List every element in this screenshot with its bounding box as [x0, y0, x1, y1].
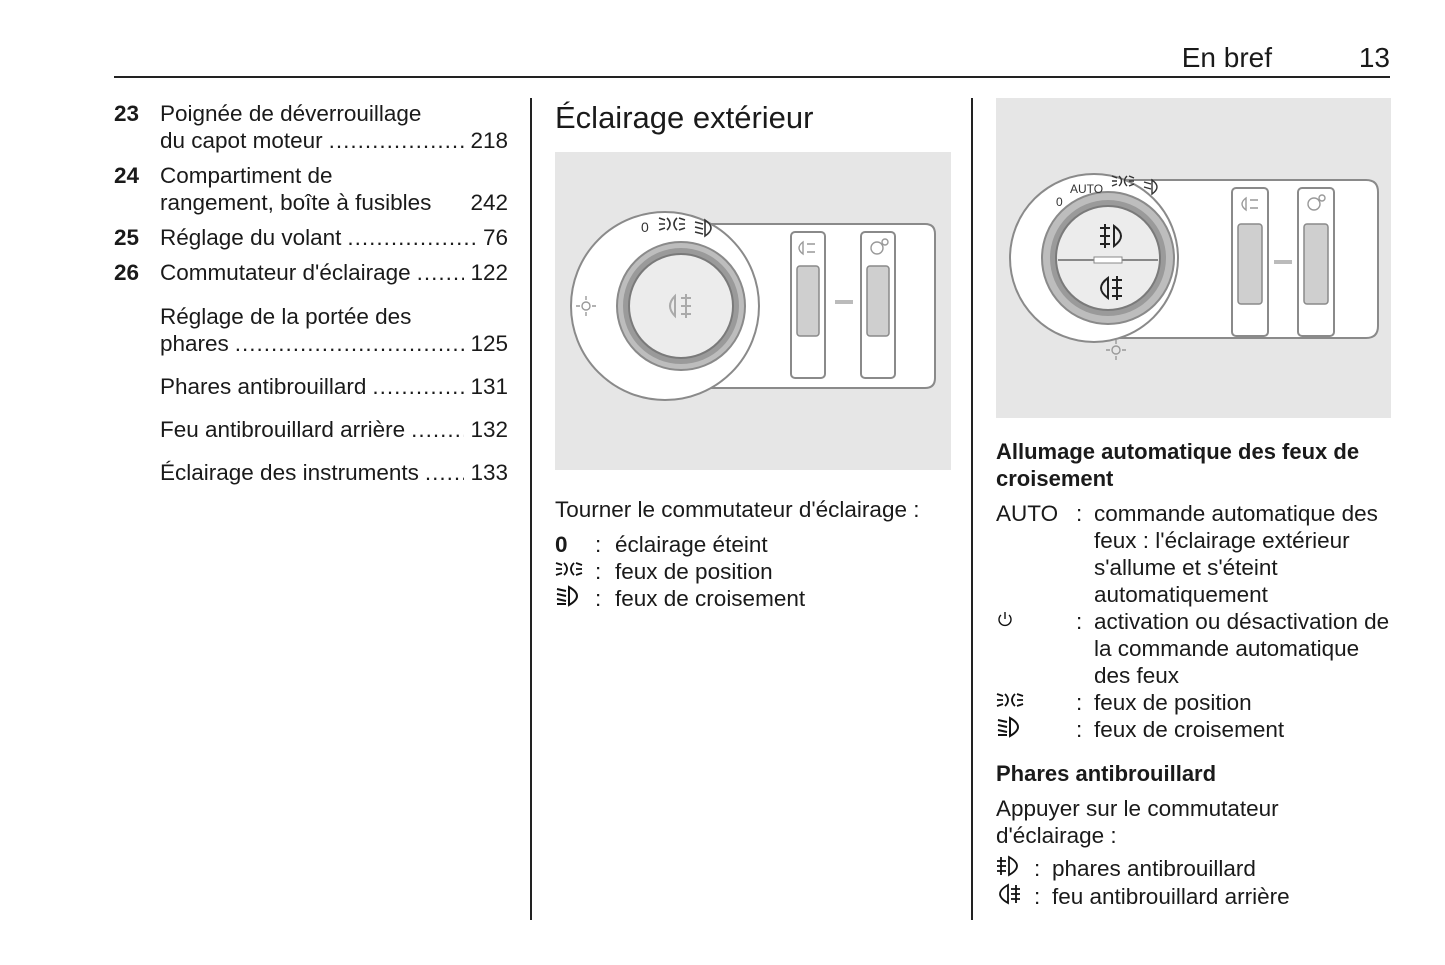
toc-label: Réglage de la portée des — [160, 304, 412, 329]
auto-light-switch-illustration — [996, 98, 1391, 418]
low-beam-icon — [996, 716, 1076, 744]
definition-row: : feux de croisement — [555, 585, 951, 613]
exterior-lighting-section — [555, 98, 951, 613]
definition-text: feu antibrouillard arrière — [1052, 884, 1290, 909]
toc-label: Phares antibrouillard — [160, 374, 367, 399]
toc-label: Commutateur d'éclairage — [160, 260, 411, 285]
leader-dots — [235, 330, 465, 357]
definition-text: éclairage éteint — [615, 532, 768, 557]
column-divider — [971, 98, 973, 920]
toc-number: 23 — [114, 101, 140, 126]
section-title: En bref — [1181, 42, 1272, 73]
definition-row: : feux de croisement — [996, 716, 1391, 744]
section-heading: Éclairage extérieur — [555, 100, 814, 135]
toc-label: rangement, boîte à fusibles — [160, 190, 432, 215]
definition-text: activation ou désactivation de la commande automatique des feux — [1094, 609, 1390, 688]
auto-label: AUTO — [1070, 182, 1104, 196]
definition-row: : activation ou désactivation de la commande automatique des feux — [996, 608, 1391, 689]
toc-page[interactable]: 133 — [470, 460, 508, 485]
definition-text: feux de position — [1094, 690, 1252, 715]
toc-entry[interactable] — [114, 373, 508, 400]
definition-text: feux de croisement — [1094, 717, 1285, 742]
light-switch-illustration — [555, 152, 951, 470]
light-switch-figure — [555, 152, 951, 470]
off-icon: 0 — [555, 532, 568, 557]
low-beam-icon — [555, 585, 595, 613]
toc-entry[interactable] — [114, 459, 508, 486]
toc-entry[interactable] — [114, 100, 508, 154]
toc-page[interactable]: 242 — [470, 190, 508, 215]
toc-page[interactable]: 131 — [470, 374, 508, 399]
page-number: 13 — [1358, 42, 1390, 73]
toc-entry[interactable] — [114, 259, 508, 286]
auto-definitions — [996, 500, 1391, 744]
definition-row: AUTO : commande automatique des feux : l'éclairage extérieur s'allume et s'éteint automatiquement — [996, 500, 1391, 608]
definition-text: phares antibrouillard — [1052, 856, 1256, 881]
toc-label: du capot moteur — [160, 128, 323, 153]
toc-entry[interactable] — [114, 162, 508, 216]
toc-list — [114, 100, 508, 486]
subsection-heading: Allumage automatique des feux de croisement — [996, 439, 1360, 491]
off-label: 0 — [1056, 195, 1063, 209]
leader-dots — [411, 416, 464, 443]
auto-label: AUTO — [996, 501, 1059, 526]
leader-dots — [372, 373, 464, 400]
toc-label: Compartiment de — [160, 163, 333, 188]
off-label: 0 — [641, 219, 649, 235]
leader-dots — [417, 259, 465, 286]
position-lights-icon — [555, 558, 595, 585]
toc-entry[interactable] — [114, 416, 508, 443]
toc-label: Réglage du volant — [160, 225, 342, 250]
subsection-heading: Phares antibrouillard — [996, 761, 1217, 786]
definition-row: : phares antibrouillard — [996, 855, 1391, 883]
power-icon — [996, 608, 1076, 689]
definition-text: feux de position — [615, 559, 773, 584]
toc-page[interactable]: 132 — [470, 417, 508, 442]
toc-number: 24 — [114, 163, 140, 188]
toc-number: 26 — [114, 260, 140, 285]
position-lights-icon — [996, 689, 1076, 716]
exterior-intro: Tourner le commutateur d'éclairage : — [555, 497, 920, 522]
toc-entry[interactable] — [114, 224, 508, 251]
toc-page[interactable]: 76 — [482, 225, 508, 250]
toc-label: Poignée de déverrouillage — [160, 101, 422, 126]
fog-intro: Appuyer sur le commutateur d'éclairage : — [996, 796, 1279, 848]
toc-page[interactable]: 218 — [470, 128, 508, 153]
toc-label: Éclairage des instruments — [160, 460, 419, 485]
auto-light-switch-figure — [996, 98, 1391, 418]
fog-definitions — [996, 855, 1391, 911]
front-fog-icon — [996, 855, 1034, 883]
leader-dots — [329, 127, 465, 154]
definition-row: : feux de position — [555, 558, 951, 585]
auto-lighting-section — [996, 98, 1391, 911]
leader-dots — [347, 224, 477, 251]
toc-number: 25 — [114, 225, 140, 250]
toc-label: phares — [160, 331, 229, 356]
definition-row: 0 : éclairage éteint — [555, 532, 768, 557]
page-header — [114, 40, 1390, 78]
toc-page[interactable]: 125 — [470, 331, 508, 356]
leader-dots — [425, 459, 465, 486]
rear-fog-icon — [996, 883, 1034, 911]
toc-label: Feu antibrouillard arrière — [160, 417, 406, 442]
definition-row: : feux de position — [996, 689, 1391, 716]
definition-row: : feu antibrouillard arrière — [996, 883, 1391, 911]
exterior-definitions — [555, 531, 951, 613]
definition-text: commande automatique des feux : l'éclairage extérieur s'allume et s'éteint automatiquement — [1094, 501, 1378, 607]
column-divider — [530, 98, 532, 920]
definition-text: feux de croisement — [615, 586, 806, 611]
toc-entry[interactable] — [114, 303, 508, 357]
toc-page[interactable]: 122 — [470, 260, 508, 285]
